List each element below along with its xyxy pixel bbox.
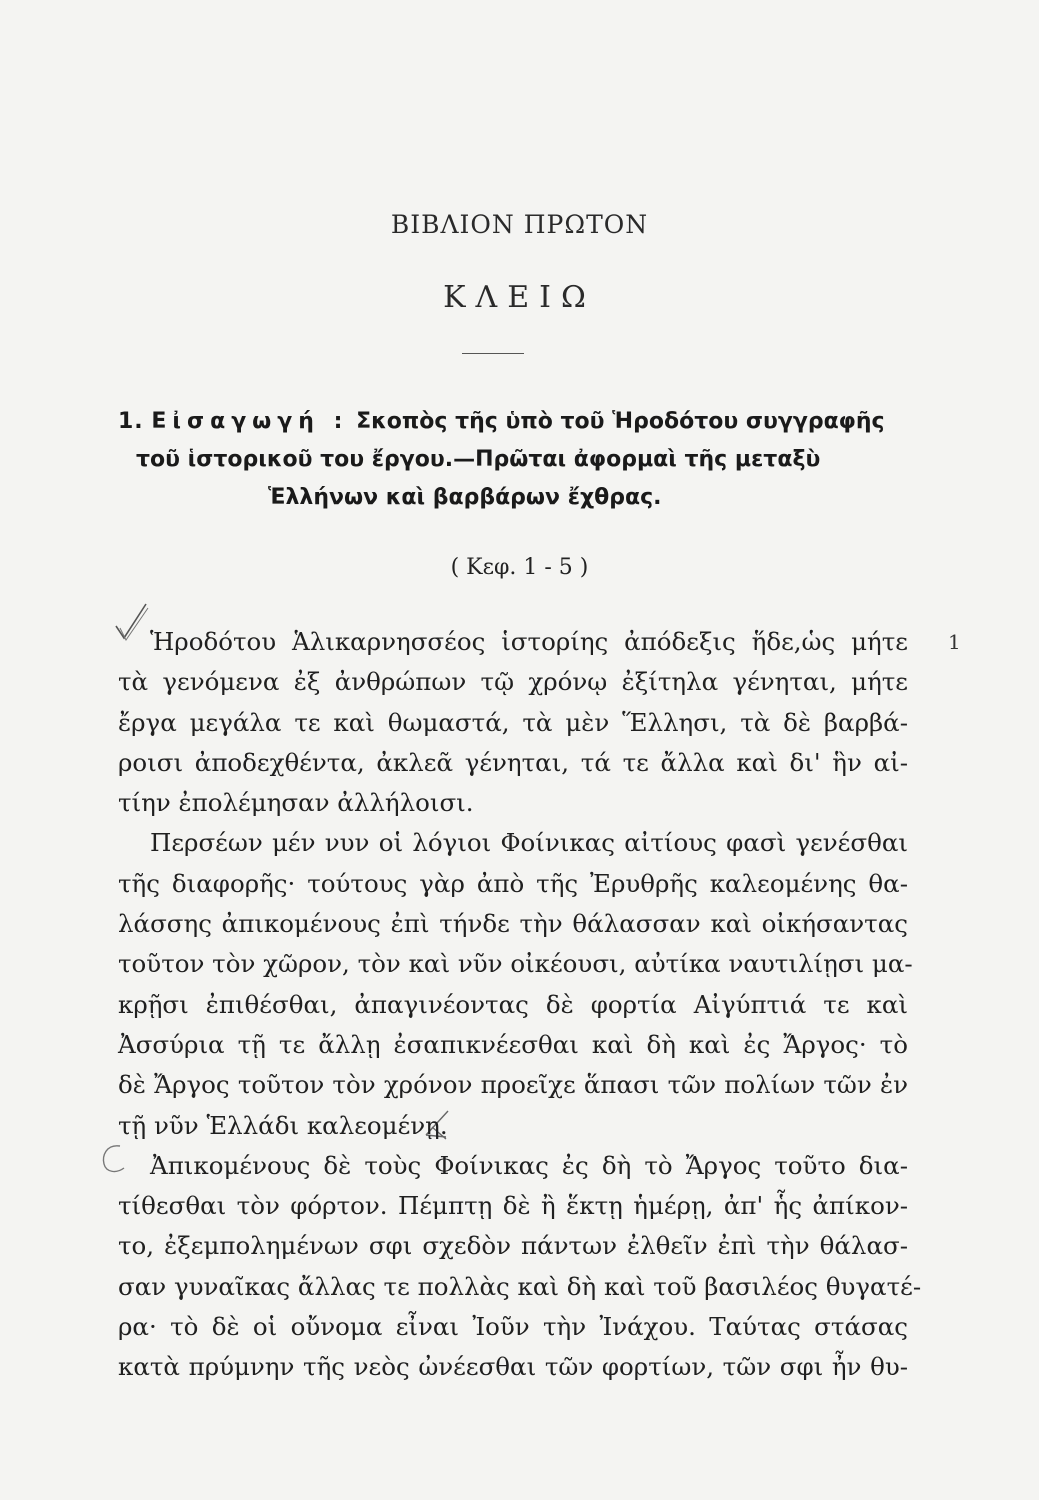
paragraph-1 [118,622,908,823]
text-line: ἔργα μεγάλα τε καὶ θωμαστά, τὰ μὲν Ἕλλησι, τὰ δὲ βαρβά- [118,707,908,737]
text-line: Ἀπικομένους δὲ τοὺς Φοίνικας ἐς δὴ τὸ Ἄργος τοῦτο δια- [150,1150,908,1180]
book-subtitle: ΚΛΕΙΩ [443,280,596,315]
text-line: σαν γυναῖκας ἄλλας τε πολλὰς καὶ δὴ καὶ τοῦ βασιλέος θυγατέ- [118,1271,922,1301]
text-line: Ἀσσύρια τῇ τε ἄλλῃ ἐσαπικνέεσθαι καὶ δὴ καὶ ἐς Ἄργος· τὸ [118,1029,908,1059]
section-number: 1. [118,409,144,434]
section-heading-line-1 [118,403,918,441]
text-line: δὲ Ἄργος τοῦτον τὸν χρόνον προεῖχε ἅπασι τῶν πολίων τῶν ἐν [118,1070,908,1100]
text-line: τῇ νῦν Ἑλλάδι καλεομένῃ. [118,1110,448,1140]
book-title: ΒΙΒΛΙΟΝ ΠΡΩΤΟΝ [390,210,649,239]
text-line: κατὰ πρύμνην τῆς νεὸς ὠνέεσθαι τῶν φορτίων, τῶν σφι ἦν θυ- [118,1352,908,1382]
text-line: τῆς διαφορῆς· τούτους γὰρ ἀπὸ τῆς Ἐρυθρῆς καλεομένης θα- [118,868,908,898]
section-title-part-2: τοῦ ἱστορικοῦ του ἔργου.—Πρῶται ἀφορμαὶ τῆς μεταξὺ [136,447,821,472]
text-line: τίθεσθαι τὸν φόρτον. Πέμπτῃ δὲ ἢ ἕκτῃ ἡμέρῃ, ἀπ' ἧς ἀπίκον- [118,1191,908,1221]
text-line: Περσέων μέν νυν οἱ λόγιοι Φοίνικας αἰτίους φασὶ γενέσθαι [150,828,908,858]
chapter-reference: ( Κεφ. 1 - 5 ) [450,555,589,580]
title-divider [462,353,524,354]
text-line: τίην ἐπολέμησαν ἀλλήλοισι. [118,788,474,818]
text-line: τὰ γενόμενα ἐξ ἀνθρώπων τῷ χρόνῳ ἐξίτηλα γένηται, μήτε [118,667,908,697]
text-line: ροισι ἀποδεχθέντα, ἀκλεᾶ γένηται, τά τε ἄλλα καὶ δι' ἣν αἰ- [118,747,908,777]
section-title-part-1: Σκοπὸς τῆς ὑπὸ τοῦ Ἡροδότου συγγραφῆς [356,409,885,434]
text-line: λάσσης ἀπικομένους ἐπὶ τήνδε τὴν θάλασσαν καὶ οἰκήσαντας [118,909,908,939]
paragraph-2 [118,823,913,1145]
margin-chapter-number: 1 [948,630,961,654]
paragraph-3 [118,1146,922,1388]
section-heading [118,403,918,517]
text-line: κρῇσι ἐπιθέσθαι, ἀπαγινέοντας δὲ φορτία Αἰγύπτιά τε καὶ [118,989,908,1019]
body-text [118,622,922,1388]
text-line: ρα· τὸ δὲ οἱ οὔνομα εἶναι Ἰοῦν τὴν Ἰνάχου. Ταύτας στάσας [118,1312,908,1342]
text-line: τοῦτον τὸν χῶρον, τὸν καὶ νῦν οἰκέουσι, αὐτίκα ναυτιλίῃσι μα- [118,949,913,979]
text-line: Ἡροδότου Ἁλικαρνησσέος ἱστορίης ἀπόδεξις ἥδε,ὡς μήτε [150,627,908,656]
text-line: το, ἐξεμπολημένων σφι σχεδὸν πάντων ἐλθεῖν ἐπὶ τὴν θάλασ- [118,1231,908,1261]
section-lead: Εἰσαγωγή : [151,409,349,434]
section-title-part-3: Ἑλλήνων καὶ βαρβάρων ἔχθρας. [268,485,662,510]
